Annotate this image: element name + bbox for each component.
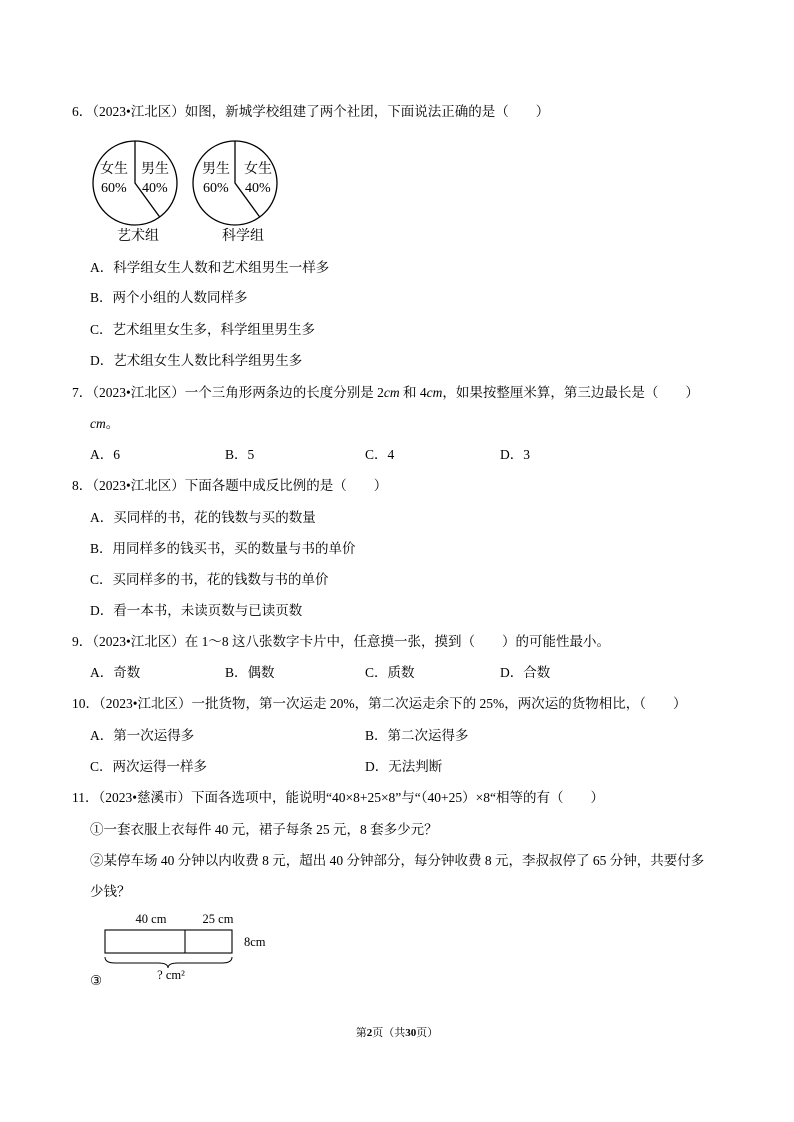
question-10-option-d: D．无法判断: [365, 759, 443, 774]
question-8-option-d: D．看一本书，未读页数与已读页数: [90, 603, 303, 618]
rect-width-a-label: 40 cm: [135, 912, 167, 926]
question-6-stem: 6．（2023•江北区）如图，新城学校组建了两个社团，下面说法正确的是（ ）: [72, 104, 550, 119]
question-11-rectangle-figure: [85, 905, 285, 991]
footer-current-page: 2: [366, 1027, 373, 1039]
question-10-option-a: A．第一次运得多: [90, 728, 195, 743]
question-9-option-a: A．奇数: [90, 665, 141, 680]
question-7-option-d: D．3: [500, 447, 530, 462]
question-11-item-1: ①一套衣服上衣每件 40 元，裙子每条 25 元，8 套多少元？: [90, 822, 438, 837]
science-group-right-label: 女生: [244, 162, 272, 177]
question-6-option-b: B．两个小组的人数同样多: [90, 290, 248, 305]
footer-middle: 页（共: [372, 1027, 406, 1039]
question-6-option-a: A．科学组女生人数和艺术组男生一样多: [90, 260, 330, 275]
question-7-line2-end: 。: [105, 416, 120, 431]
question-11-item-2-line1: ②某停车场 40 分钟以内收费 8 元，超出 40 分钟部分，每分钟收费 8 元，李叔叔停了 65 分钟，共要付多: [90, 853, 705, 868]
question-9-stem: 9．（2023•江北区）在 1～8 这八张数字卡片中，任意摸一张，摸到（ ）的可能性最小。: [72, 634, 610, 649]
question-6-option-d: D．艺术组女生人数比科学组男生多: [90, 353, 303, 368]
rect-brace: [105, 957, 232, 968]
footer-suffix: 页）: [416, 1027, 439, 1039]
question-9-option-d: D．合数: [500, 665, 551, 680]
footer-total-pages: 30: [405, 1027, 417, 1039]
question-7-unit-1: cm: [383, 385, 400, 400]
question-7-option-b: B．5: [225, 447, 255, 462]
rect-width-b-label: 25 cm: [202, 912, 234, 926]
question-10-option-b: B．第二次运得多: [365, 728, 469, 743]
item-3-marker: ③: [90, 973, 103, 988]
art-group-right-percent: 40%: [142, 181, 168, 196]
science-group-left-label: 男生: [202, 162, 230, 177]
question-8-option-a: A．买同样的书，花的钱数与买的数量: [90, 510, 316, 525]
question-7-option-c: C．4: [365, 447, 395, 462]
question-7-stem: [72, 384, 699, 402]
art-group-caption: 艺术组: [117, 229, 159, 244]
science-group-pie: [193, 141, 277, 244]
art-group-pie-divider: [135, 141, 160, 217]
footer-prefix: 第: [355, 1027, 367, 1039]
question-9-option-c: C．质数: [365, 665, 415, 680]
question-9-option-b: B．偶数: [225, 665, 275, 680]
art-group-right-label: 男生: [141, 162, 169, 177]
science-group-caption: 科学组: [222, 229, 264, 244]
rect-outline: [105, 930, 232, 953]
question-10-stem: 10．（2023•江北区）一批货物，第一次运走 20%，第二次运走余下的 25%，两次运的货物相比，（ ）: [72, 696, 687, 711]
question-6-pie-figure: [88, 138, 288, 248]
art-group-left-percent: 60%: [101, 181, 127, 196]
question-7-unit-2: cm: [426, 385, 443, 400]
question-7-stem-part3: ，如果按整厘米算，第三边最长是（ ）: [442, 385, 699, 400]
question-8-stem: 8．（2023•江北区）下面各题中成反比例的是（ ）: [72, 478, 388, 493]
question-7-line2-unit: cm: [90, 416, 106, 431]
question-10-option-c: C．两次运得一样多: [90, 759, 208, 774]
question-7-option-a: A．6: [90, 447, 120, 462]
question-8-option-c: C．买同样多的书，花的钱数与书的单价: [90, 572, 329, 587]
science-group-pie-divider: [235, 141, 260, 217]
question-6-option-c: C．艺术组里女生多，科学组里男生多: [90, 322, 316, 337]
question-8-option-b: B．用同样多的钱买书，买的数量与书的单价: [90, 541, 356, 556]
science-group-left-percent: 60%: [203, 181, 229, 196]
page-footer: [0, 1025, 794, 1041]
question-11-stem: 11．（2023•慈溪市）下面各选项中，能说明“40×8+25×8”与“（40+25）×8“相等的有（ ）: [72, 790, 605, 805]
question-7-stem-part2: 和 4: [399, 385, 427, 400]
rect-area-label: ? cm²: [157, 968, 185, 982]
art-group-left-label: 女生: [100, 162, 128, 177]
science-group-right-percent: 40%: [245, 181, 271, 196]
art-group-pie: [93, 141, 177, 244]
question-7-stem-part1: 7．（2023•江北区）一个三角形两条边的长度分别是 2: [72, 385, 384, 400]
question-7-stem-line2: [90, 415, 119, 433]
rect-height-label: 8cm: [244, 935, 266, 949]
question-11-item-2-line2: 少钱？: [90, 884, 131, 899]
